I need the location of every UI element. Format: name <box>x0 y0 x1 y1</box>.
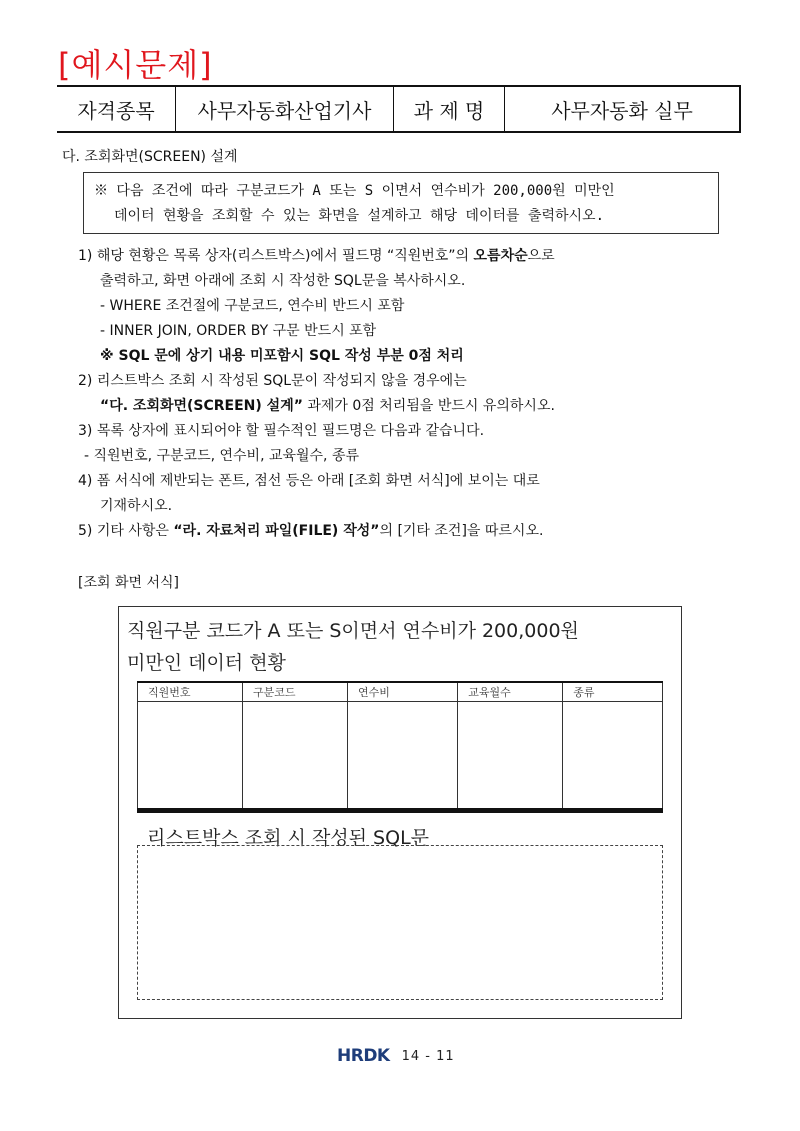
instruction-1-bold: 오름차순 <box>473 248 528 264</box>
screen-form <box>118 606 682 1019</box>
form-title-line-1: 직원구분 코드가 A 또는 S이면서 연수비가 200,000원 <box>127 620 579 642</box>
section-title: 다. 조회화면(SCREEN) 설계 <box>62 149 238 165</box>
instruction-1-warning <box>78 344 555 369</box>
column-header: 종류 <box>563 682 663 702</box>
page-title: [예시문제] <box>58 46 213 84</box>
listbox-cell <box>348 702 458 811</box>
field-label: 자격종목 <box>57 86 176 132</box>
instruction-1-text: 1) 해당 현황은 목록 상자(리스트박스)에서 필드명 “직원번호”의 <box>78 248 474 264</box>
field-value: 사무자동화산업기사 <box>176 86 394 132</box>
instruction-5 <box>78 519 555 544</box>
instruction-1 <box>78 244 555 269</box>
instruction-1-warning-text: ※ SQL 문에 상기 내용 미포함시 SQL 작성 부분 0점 처리 <box>100 348 464 364</box>
sql-textbox[interactable] <box>137 845 663 1000</box>
column-header: 교육월수 <box>458 682 563 702</box>
instruction-2: 2) 리스트박스 조회 시 작성된 SQL문이 작성되지 않을 경우에는 <box>78 373 467 389</box>
instruction-1-where: - WHERE 조건절에 구분코드, 연수비 반드시 포함 <box>100 298 405 314</box>
notice-line-1: ※ 다음 조건에 따라 구분코드가 A 또는 S 이면서 연수비가 200,000원 미만인 <box>94 183 615 199</box>
form-title-line-2: 미만인 데이터 현황 <box>127 652 286 674</box>
page-number: 14 - 11 <box>401 1048 455 1064</box>
instruction-1-line-2: 출력하고, 화면 아래에 조회 시 작성한 SQL문을 복사하시오. <box>100 273 466 289</box>
instruction-3: 3) 목록 상자에 표시되어야 할 필수적인 필드명은 다음과 같습니다. <box>78 423 485 439</box>
instruction-1-suffix: 으로 <box>527 248 555 264</box>
form-label: [조회 화면 서식] <box>78 575 179 591</box>
column-header: 구분코드 <box>243 682 348 702</box>
listbox-cell <box>243 702 348 811</box>
listbox-cell <box>563 702 663 811</box>
listbox[interactable] <box>137 681 663 813</box>
instruction-2-bold: “다. 조회화면(SCREEN) 설계” <box>100 398 303 414</box>
instruction-5-text: 5) 기타 사항은 <box>78 523 174 539</box>
listbox-cell <box>458 702 563 811</box>
task-value: 사무자동화 실무 <box>505 86 741 132</box>
instruction-1-join: - INNER JOIN, ORDER BY 구문 반드시 포함 <box>100 323 377 339</box>
listbox-cell <box>138 702 243 811</box>
instruction-4: 4) 폼 서식에 제반되는 폰트, 점선 등은 아래 [조회 화면 서식]에 보이는 대로 <box>78 473 540 489</box>
notice-box <box>83 172 719 234</box>
form-title <box>127 615 579 679</box>
sql-label: 리스트박스 조회 시 작성된 SQL문 <box>147 827 430 849</box>
instruction-3-fields: - 직원번호, 구분코드, 연수비, 교육월수, 종류 <box>84 448 360 464</box>
instruction-2-suffix: 과제가 0점 처리됨을 반드시 유의하시오. <box>302 398 555 414</box>
instruction-2-line-2 <box>78 394 555 419</box>
header-table <box>57 85 741 133</box>
task-label: 과 제 명 <box>394 86 505 132</box>
hrdk-logo: HRDK <box>337 1046 390 1066</box>
listbox-header <box>138 682 663 702</box>
footer <box>337 1046 455 1066</box>
listbox-body <box>138 702 663 811</box>
column-header: 연수비 <box>348 682 458 702</box>
instruction-4-line-2: 기재하시오. <box>100 498 173 514</box>
notice-line-2: 데이터 현황을 조회할 수 있는 화면을 설계하고 해당 데이터를 출력하시오. <box>114 208 605 224</box>
instructions <box>78 244 555 544</box>
instruction-5-suffix: 의 [기타 조건]을 따르시오. <box>379 523 544 539</box>
column-header: 직원번호 <box>138 682 243 702</box>
instruction-5-bold: “라. 자료처리 파일(FILE) 작성” <box>173 523 380 539</box>
